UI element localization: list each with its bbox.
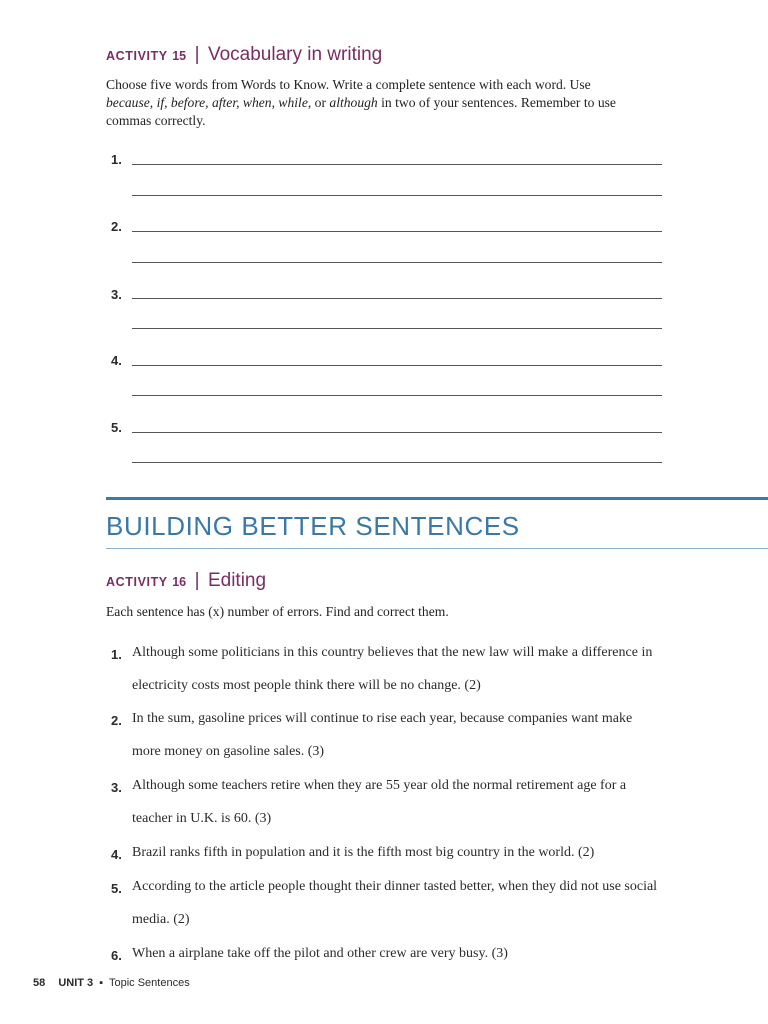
section-rule-bottom [106,548,768,549]
writing-line[interactable] [132,298,662,299]
writing-line[interactable] [132,462,662,463]
activity-number: 16 [172,575,187,589]
editing-item-number: 5. [111,881,122,896]
editing-item-number: 1. [111,647,122,662]
writing-line[interactable] [132,432,662,433]
section-title: BUILDING BETTER SENTENCES [106,511,520,541]
writing-line[interactable] [132,365,662,366]
activity-label: ACTIVITY [106,49,168,63]
heading-separator: | [194,44,200,65]
editing-item-text: Although some teachers retire when they are 55 year old the normal retirement age for a teacher in U.K. is 60. (3) [132,778,627,826]
instructions-or: or [311,95,330,110]
footer-unit: UNIT 3 [58,977,94,989]
editing-item-text: According to the article people thought their dinner tasted better, when they did not use social media. (2) [132,879,658,927]
writing-item-number: 5. [111,420,122,435]
writing-item-number: 1. [111,152,122,167]
page-number: 58 [33,977,46,989]
instructions-although: although [329,95,378,110]
section-rule-top [106,497,768,500]
instructions-line-2: in two of your sentences. Remember to use [377,95,616,110]
editing-item-number: 2. [111,713,122,728]
writing-line[interactable] [132,231,662,232]
editing-item-number: 3. [111,780,122,795]
instructions-line-3: commas correctly. [106,113,206,128]
activity-15-instructions [106,76,666,130]
writing-line[interactable] [132,164,662,165]
footer-topic: Topic Sentences [108,977,190,989]
writing-item-number: 3. [111,287,122,302]
writing-line[interactable] [132,262,662,263]
editing-item-text: When a airplane take off the pilot and other crew are very busy. (3) [132,946,508,961]
editing-item-text: In the sum, gasoline prices will continue to rise each year, because companies want make more money on gasoline sales. (3) [132,711,633,759]
instructions-conjunctions: because, if, before, after, when, while, [106,95,312,110]
writing-item-number: 2. [111,219,122,234]
editing-item-number: 4. [111,847,122,862]
writing-item-number: 4. [111,353,122,368]
writing-line[interactable] [132,395,662,396]
activity-label: ACTIVITY [106,575,168,589]
writing-line[interactable] [132,195,662,196]
editing-item-text: Although some politicians in this country believes that the new law will make a difference in electricity costs most people think there will be no change. (2) [132,645,653,693]
editing-item-number: 6. [111,948,122,963]
instructions-line-1: Choose five words from Words to Know. Write a complete sentence with each word. Use [106,77,591,92]
heading-separator: | [194,570,200,591]
activity-16-instructions: Each sentence has (x) number of errors. Find and correct them. [106,604,449,619]
footer-bullet: ▪ [99,977,104,989]
page-footer [33,977,190,989]
activity-16-heading [106,570,266,592]
editing-item-text: Brazil ranks fifth in population and it is the fifth most big country in the world. (2) [132,845,595,860]
activity-15-heading [106,44,382,66]
writing-line[interactable] [132,328,662,329]
activity-title: Editing [207,570,267,591]
activity-number: 15 [172,49,187,63]
activity-title: Vocabulary in writing [207,44,383,65]
